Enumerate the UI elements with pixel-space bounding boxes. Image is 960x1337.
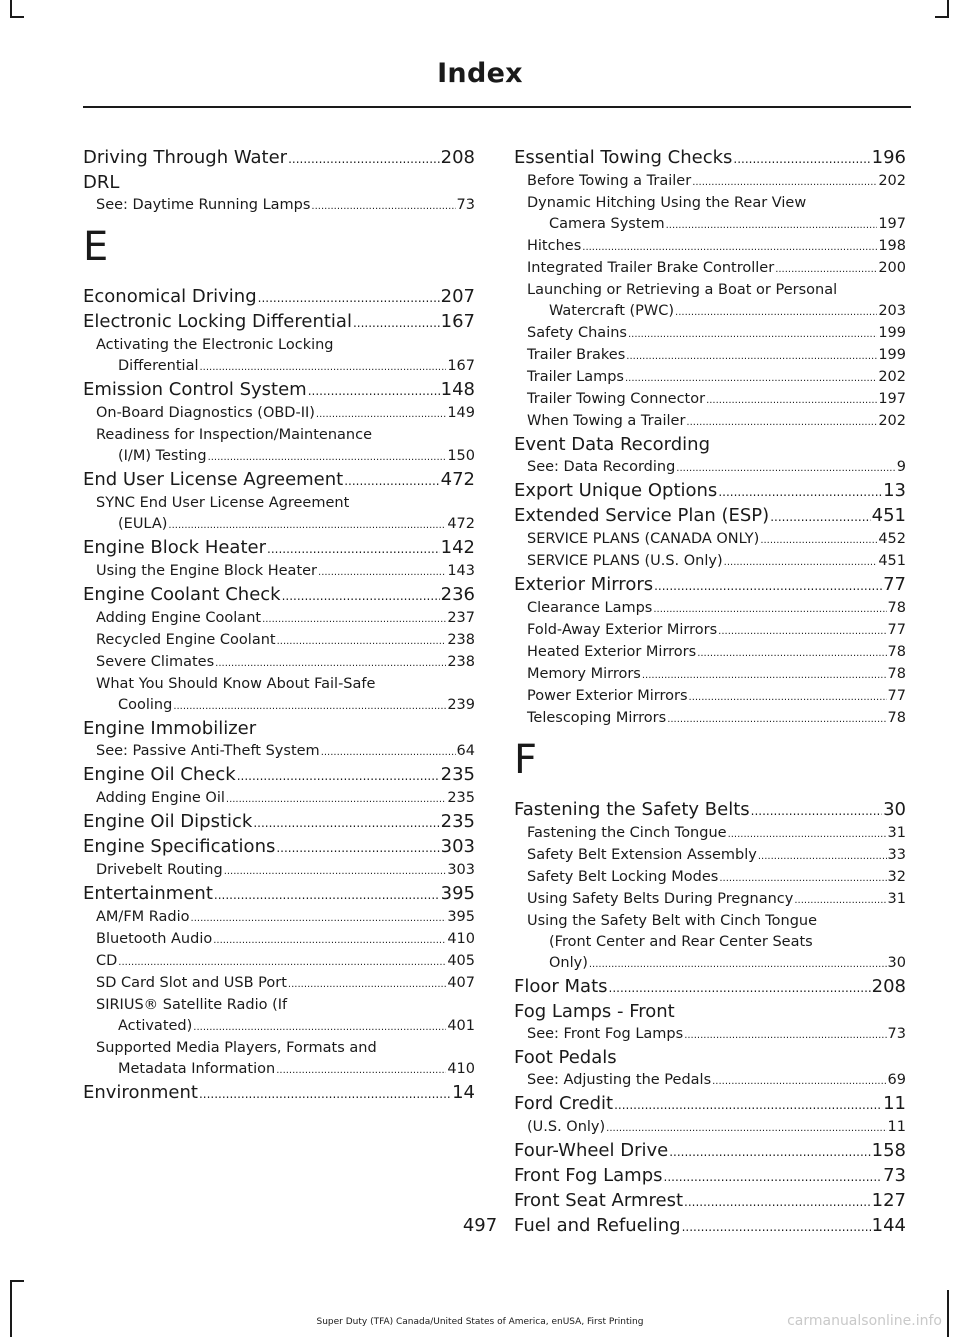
index-entry[interactable]: Fuel and Refueling ..... 144 — [514, 1214, 906, 1239]
index-entry[interactable]: Engine Coolant Check ..... 236 — [83, 583, 475, 608]
index-subentry[interactable]: Severe Climates ..... 238 — [83, 652, 475, 674]
index-subentry[interactable]: Cooling ..... 239 — [83, 695, 475, 717]
index-entry[interactable]: Engine Block Heater ..... 142 — [83, 536, 475, 561]
index-entry[interactable]: End User License Agreement ..... 472 — [83, 468, 475, 493]
index-subentry[interactable]: Metadata Information ..... 410 — [83, 1059, 475, 1081]
index-subentry[interactable]: SD Card Slot and USB Port ..... 407 — [83, 973, 475, 995]
title-divider — [83, 106, 911, 108]
index-subentry[interactable]: Before Towing a Trailer ..... 202 — [514, 171, 906, 193]
index-entry[interactable]: Engine Oil Check ..... 235 — [83, 763, 475, 788]
index-subentry[interactable]: Fastening the Cinch Tongue ..... 31 — [514, 823, 906, 845]
index-subentry[interactable]: SERVICE PLANS (U.S. Only) ..... 451 — [514, 551, 906, 573]
index-subentry[interactable]: Heated Exterior Mirrors ..... 78 — [514, 642, 906, 664]
print-info: Super Duty (TFA) Canada/United States of America, enUSA, First Printing — [316, 1317, 644, 1327]
index-subentry: (Front Center and Rear Center Seats — [549, 934, 813, 950]
index-entry: DRL — [83, 172, 120, 193]
watermark: carmanualsonline.info — [787, 1313, 942, 1329]
index-subentry[interactable]: Trailer Lamps ..... 202 — [514, 367, 906, 389]
index-subentry[interactable]: (I/M) Testing ..... 150 — [83, 446, 475, 468]
index-subentry[interactable]: Integrated Trailer Brake Controller ..... 200 — [514, 258, 906, 280]
crop-mark — [935, 16, 949, 18]
index-entry[interactable]: Economical Driving ..... 207 — [83, 285, 475, 310]
index-entry[interactable]: Export Unique Options ..... 13 — [514, 479, 906, 504]
index-subentry[interactable]: See: Front Fog Lamps ..... 73 — [514, 1024, 906, 1046]
index-subentry: What You Should Know About Fail-Safe — [96, 676, 376, 692]
index-subentry[interactable]: Camera System ..... 197 — [514, 214, 906, 236]
index-subentry: Supported Media Players, Formats and — [96, 1040, 377, 1056]
index-entry[interactable]: Front Seat Armrest ..... 127 — [514, 1189, 906, 1214]
index-column-left — [83, 146, 475, 1106]
index-entry[interactable]: Front Fog Lamps ..... 73 — [514, 1164, 906, 1189]
index-subentry: Readiness for Inspection/Maintenance — [96, 427, 372, 443]
index-subentry[interactable]: Adding Engine Oil ..... 235 — [83, 788, 475, 810]
index-subentry[interactable]: Drivebelt Routing ..... 303 — [83, 860, 475, 882]
index-entry: Event Data Recording — [514, 434, 711, 455]
index-subentry[interactable]: Watercraft (PWC) ..... 203 — [514, 301, 906, 323]
index-subentry[interactable]: Safety Belt Extension Assembly ..... 33 — [514, 845, 906, 867]
index-subentry[interactable]: When Towing a Trailer ..... 202 — [514, 411, 906, 433]
index-entry[interactable]: Exterior Mirrors ..... 77 — [514, 573, 906, 598]
index-subentry[interactable]: Recycled Engine Coolant ..... 238 — [83, 630, 475, 652]
index-entry[interactable]: Entertainment ..... 395 — [83, 882, 475, 907]
index-subentry[interactable]: Trailer Brakes ..... 199 — [514, 345, 906, 367]
crop-mark — [10, 16, 24, 18]
index-subentry[interactable]: Using the Engine Block Heater ..... 143 — [83, 561, 475, 583]
index-entry[interactable]: Emission Control System ..... 148 — [83, 378, 475, 403]
index-subentry[interactable]: Using Safety Belts During Pregnancy ..... 31 — [514, 889, 906, 911]
index-subentry[interactable]: Trailer Towing Connector ..... 197 — [514, 389, 906, 411]
index-entry[interactable]: Extended Service Plan (ESP) ..... 451 — [514, 504, 906, 529]
index-subentry[interactable]: AM/FM Radio ..... 395 — [83, 907, 475, 929]
index-subentry[interactable]: Activated) ..... 401 — [83, 1016, 475, 1038]
index-entry[interactable]: Essential Towing Checks ..... 196 — [514, 146, 906, 171]
index-entry[interactable]: Four-Wheel Drive ..... 158 — [514, 1139, 906, 1164]
crop-mark — [10, 1280, 12, 1337]
index-subentry[interactable]: Bluetooth Audio ..... 410 — [83, 929, 475, 951]
index-entry: Engine Immobilizer — [83, 718, 257, 739]
index-subentry[interactable]: Power Exterior Mirrors ..... 77 — [514, 686, 906, 708]
page-number: 497 — [462, 1215, 498, 1236]
index-subentry[interactable]: See: Daytime Running Lamps ..... 73 — [83, 195, 475, 217]
index-subentry: SIRIUS® Satellite Radio (If — [96, 997, 288, 1013]
index-subentry[interactable]: Fold-Away Exterior Mirrors ..... 77 — [514, 620, 906, 642]
index-subentry[interactable]: See: Data Recording ..... 9 — [514, 457, 906, 479]
index-subentry[interactable]: Memory Mirrors ..... 78 — [514, 664, 906, 686]
index-subentry[interactable]: Telescoping Mirrors ..... 78 — [514, 708, 906, 730]
index-subentry: SYNC End User License Agreement — [96, 495, 350, 511]
section-letter: F — [514, 737, 538, 783]
index-subentry[interactable]: Safety Belt Locking Modes ..... 32 — [514, 867, 906, 889]
index-subentry: Activating the Electronic Locking — [96, 337, 334, 353]
index-entry[interactable]: Engine Specifications ..... 303 — [83, 835, 475, 860]
page-title: Index — [437, 58, 523, 89]
index-entry[interactable]: Electronic Locking Differential ..... 167 — [83, 310, 475, 335]
index-subentry: Launching or Retrieving a Boat or Personal — [527, 282, 838, 298]
index-subentry[interactable]: Only) ..... 30 — [514, 953, 906, 975]
index-entry: Foot Pedals — [514, 1047, 617, 1068]
index-entry: Fog Lamps - Front — [514, 1001, 675, 1022]
index-subentry[interactable]: See: Passive Anti-Theft System ..... 64 — [83, 741, 475, 763]
index-entry[interactable]: Floor Mats ..... 208 — [514, 975, 906, 1000]
index-subentry[interactable]: CD ..... 405 — [83, 951, 475, 973]
index-subentry[interactable]: (U.S. Only) ..... 11 — [514, 1117, 906, 1139]
index-entry[interactable]: Driving Through Water ..... 208 — [83, 146, 475, 171]
section-letter: E — [83, 224, 109, 270]
index-subentry[interactable]: (EULA) ..... 472 — [83, 514, 475, 536]
index-entry[interactable]: Ford Credit ..... 11 — [514, 1092, 906, 1117]
index-subentry[interactable]: Hitches ..... 198 — [514, 236, 906, 258]
index-subentry[interactable]: On-Board Diagnostics (OBD-II) ..... 149 — [83, 403, 475, 425]
index-subentry: Dynamic Hitching Using the Rear View — [527, 195, 807, 211]
index-entry[interactable]: Engine Oil Dipstick ..... 235 — [83, 810, 475, 835]
index-subentry[interactable]: Safety Chains ..... 199 — [514, 323, 906, 345]
index-subentry[interactable]: Adding Engine Coolant ..... 237 — [83, 608, 475, 630]
index-column-right — [514, 146, 906, 1239]
crop-mark — [947, 1290, 949, 1337]
index-subentry[interactable]: See: Adjusting the Pedals ..... 69 — [514, 1070, 906, 1092]
index-entry[interactable]: Fastening the Safety Belts ..... 30 — [514, 798, 906, 823]
index-subentry: Using the Safety Belt with Cinch Tongue — [527, 913, 818, 929]
index-subentry[interactable]: Differential ..... 167 — [83, 356, 475, 378]
index-subentry[interactable]: SERVICE PLANS (CANADA ONLY) ..... 452 — [514, 529, 906, 551]
index-subentry[interactable]: Clearance Lamps ..... 78 — [514, 598, 906, 620]
crop-mark — [10, 1280, 24, 1282]
index-entry[interactable]: Environment ..... 14 — [83, 1081, 475, 1106]
